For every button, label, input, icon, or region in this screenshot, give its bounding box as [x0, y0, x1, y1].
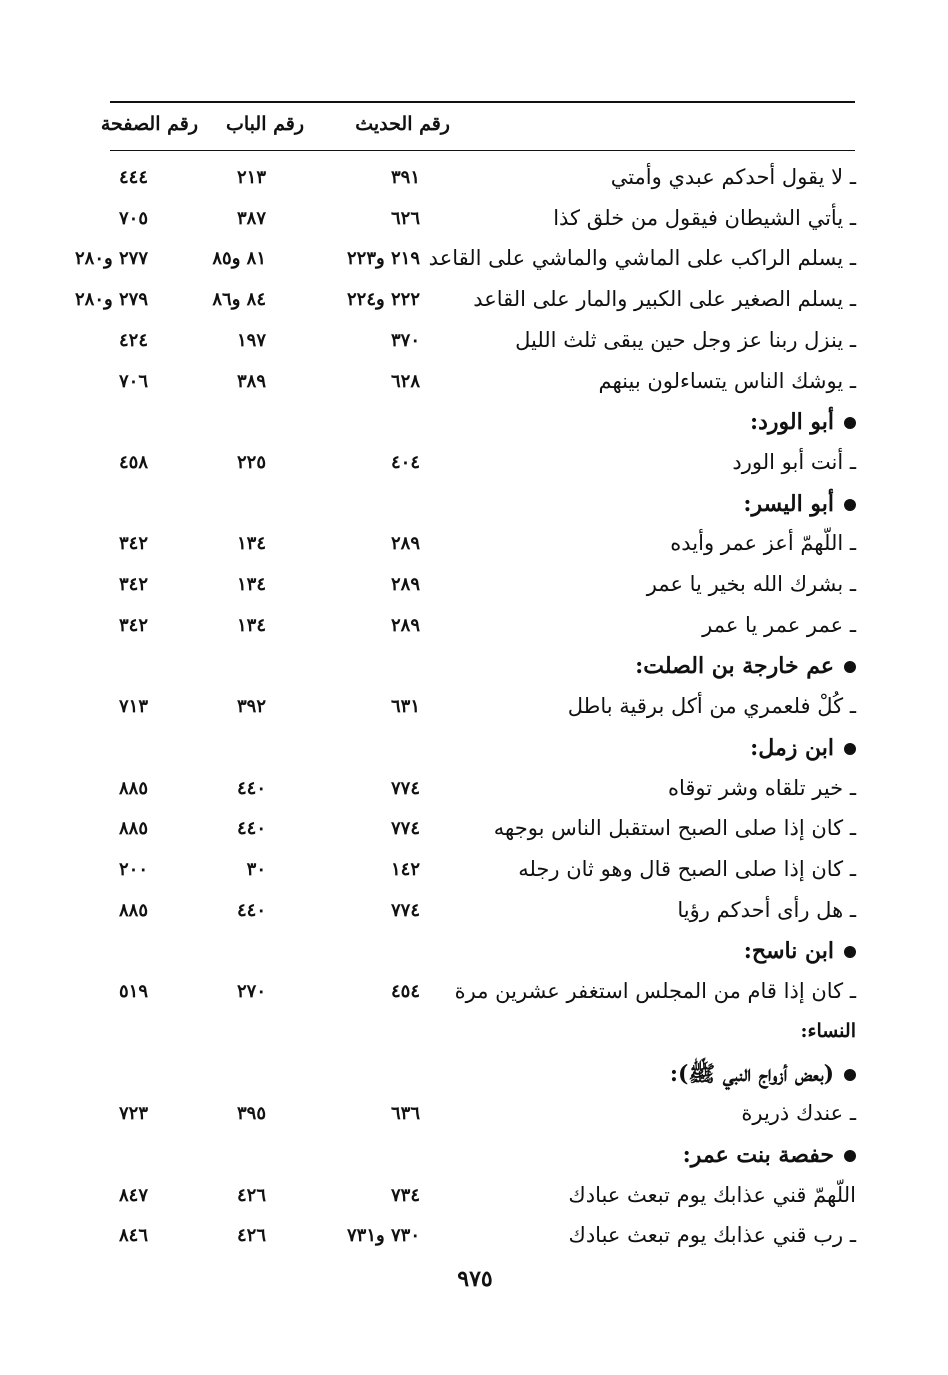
page-ref: ٧٢٣ — [118, 1103, 148, 1125]
entry-text: ابن زمل: — [436, 735, 856, 761]
page-ref: ٧١٣ — [118, 696, 148, 718]
index-row — [0, 572, 948, 612]
entry-text: ـ ينزل ربنا عز وجل حين يبقى ثلث الليل — [515, 327, 856, 352]
page-ref: ٢٠٠ — [118, 858, 148, 880]
hadith-number: ٦٢٨ — [390, 370, 420, 392]
index-row — [0, 165, 948, 205]
index-row — [0, 694, 948, 734]
page-number: ٩٧٥ — [457, 1266, 493, 1292]
index-row — [0, 857, 948, 897]
chapter-number: ١٣٤ — [236, 574, 266, 595]
hadith-number: ٣٩١ — [390, 167, 420, 188]
hadith-number: ٧٧٤ — [390, 899, 420, 921]
entry-text: ـ اللّهمّ أعز عمر وأيده — [670, 531, 856, 556]
narrator-heading — [0, 938, 948, 978]
bullet-icon — [844, 417, 856, 429]
index-row — [0, 450, 948, 490]
hadith-number: ٧٣٠ و٧٣١ — [347, 1225, 420, 1247]
chapter-number: ٢٧٠ — [236, 981, 266, 1002]
entry-text: اللّهمّ قني عذابك يوم تبعث عبادك — [568, 1182, 856, 1207]
hadith-number: ٢١٩ و٢٢٣ — [347, 248, 420, 270]
index-row — [0, 816, 948, 856]
page-ref: ٤٤٤ — [118, 167, 148, 188]
entry-text: ـ يسلم الصغير على الكبير والمار على القاعد — [473, 287, 856, 312]
entry-text: حفصة بنت عمر: — [436, 1142, 856, 1168]
narrator-heading — [0, 1060, 948, 1100]
header-page-number: رقم الصفحة — [100, 113, 198, 135]
entry-text: أبو اليسر: — [436, 491, 856, 517]
chapter-number: ٤٤٠ — [236, 777, 266, 799]
hadith-number: ٧٣٤ — [390, 1184, 420, 1206]
index-row — [0, 246, 948, 286]
chapter-number: ٣٨٧ — [236, 207, 266, 229]
hadith-number: ٢٨٩ — [390, 533, 420, 555]
entry-text: ابن ناسح: — [436, 938, 856, 964]
hadith-number: ٣٧٠ — [390, 329, 420, 351]
hadith-number: ٦٣١ — [390, 696, 420, 718]
index-row — [0, 613, 948, 653]
entry-text: عم خارجة بن الصلت: — [436, 653, 856, 679]
top-rule — [110, 101, 855, 103]
bullet-icon — [844, 946, 856, 958]
hadith-number: ٢٢٢ و٢٢٤ — [347, 289, 420, 311]
index-row — [0, 776, 948, 816]
page-ref: ٨٨٥ — [118, 818, 148, 840]
narrator-heading — [0, 409, 948, 449]
index-row — [0, 979, 948, 1019]
index-row — [0, 1101, 948, 1141]
chapter-number: ٢٢٥ — [236, 451, 266, 473]
section-heading — [0, 1020, 948, 1060]
index-row — [0, 287, 948, 327]
entry-text: ـ يأتي الشيطان فيقول من خلق كذا — [553, 205, 856, 230]
page-ref: ٧٠٥ — [118, 207, 148, 229]
bullet-icon — [844, 661, 856, 673]
chapter-number: ٨٤ و٨٦ — [212, 289, 266, 311]
bullet-icon — [844, 743, 856, 755]
index-row — [0, 206, 948, 246]
index-row — [0, 898, 948, 938]
page-ref: ٣٤٢ — [118, 614, 148, 636]
chapter-number: ٣٩٥ — [236, 1103, 266, 1125]
bullet-icon — [844, 1069, 856, 1081]
entry-text: ـ كان إذا صلى الصبح قال وهو ثان رجله — [518, 856, 856, 881]
page-ref: ٤٥٨ — [118, 451, 148, 473]
entry-text: ـ لا يقول أحدكم عبدي وأمتي — [610, 165, 856, 189]
entry-text: ـ عمر عمر يا عمر — [702, 612, 856, 637]
page-ref: ٤٢٤ — [118, 329, 148, 351]
chapter-number: ١٩٧ — [236, 329, 266, 351]
page-ref: ٨٤٧ — [118, 1184, 148, 1206]
page-ref: ٨٤٦ — [118, 1225, 148, 1247]
entry-text: ـ كان إذا صلى الصبح استقبل الناس بوجهه — [493, 816, 856, 841]
narrator-heading — [0, 653, 948, 693]
hadith-number: ٢٨٩ — [390, 574, 420, 595]
hadith-number: ٧٧٤ — [390, 818, 420, 840]
narrator-heading — [0, 491, 948, 531]
page-ref: ٢٧٩ و٢٨٠ — [75, 289, 148, 311]
entry-text: أبو الورد: — [436, 409, 856, 435]
index-row — [0, 369, 948, 409]
chapter-number: ٢١٣ — [236, 167, 266, 188]
header-hadith-number: رقم الحديث — [355, 113, 450, 135]
entry-text: ـ بشرك الله بخير يا عمر — [646, 572, 856, 596]
hadith-number: ٢٨٩ — [390, 614, 420, 636]
header-chapter-number: رقم الباب — [226, 113, 304, 135]
entry-text: ـ كُلْ فلعمري من أكل برقية باطل — [567, 694, 856, 719]
narrator-heading — [0, 1142, 948, 1182]
index-row — [0, 531, 948, 571]
hadith-number: ٧٧٤ — [390, 777, 420, 799]
chapter-number: ٤٤٠ — [236, 899, 266, 921]
entry-text: ـ كان إذا قام من المجلس استغفر عشرين مرة — [454, 979, 856, 1003]
entry-text: ـ يسلم الراكب على الماشي والماشي على القاعد — [428, 246, 856, 271]
chapter-number: ١٣٤ — [236, 614, 266, 636]
chapter-number: ٣٨٩ — [236, 370, 266, 392]
bullet-icon — [844, 1150, 856, 1162]
entry-text: ـ خير تلقاه وشر توقاه — [667, 775, 856, 800]
page-ref: ٣٤٢ — [118, 533, 148, 555]
entry-text: النساء: — [800, 1019, 856, 1042]
narrator-heading — [0, 735, 948, 775]
hadith-number: ٤٠٤ — [390, 451, 420, 473]
index-row — [0, 328, 948, 368]
page-ref: ٢٧٧ و٢٨٠ — [75, 248, 148, 270]
page-ref: ٧٠٦ — [118, 370, 148, 392]
page-ref: ٨٨٥ — [118, 777, 148, 799]
chapter-number: ١٣٤ — [236, 533, 266, 555]
chapter-number: ٤٤٠ — [236, 818, 266, 840]
chapter-number: ٣٠ — [246, 858, 266, 880]
page-ref: ٥١٩ — [118, 981, 148, 1002]
page-ref: ٨٨٥ — [118, 899, 148, 921]
entry-text: ـ عندك ذريرة — [741, 1101, 856, 1126]
entry-text: ـ رب قني عذابك يوم تبعث عبادك — [568, 1223, 856, 1248]
chapter-number: ٤٢٦ — [236, 1184, 266, 1206]
bullet-icon — [844, 499, 856, 511]
index-row — [0, 1223, 948, 1263]
entry-text: ـ هل رأى أحدكم رؤيا — [677, 897, 856, 922]
hadith-number: ٤٥٤ — [390, 981, 420, 1002]
hadith-number: ١٤٢ — [390, 858, 420, 880]
hadith-number: ٦٣٦ — [390, 1103, 420, 1125]
chapter-number: ٤٢٦ — [236, 1225, 266, 1247]
entry-text: ـ يوشك الناس يتساءلون بينهم — [598, 368, 856, 393]
chapter-number: ٣٩٢ — [236, 696, 266, 718]
header-rule — [110, 150, 855, 151]
entry-text: ـ أنت أبو الورد — [732, 449, 856, 474]
chapter-number: ٨١ و٨٥ — [212, 248, 266, 270]
page-ref: ٣٤٢ — [118, 574, 148, 595]
hadith-number: ٦٢٦ — [390, 207, 420, 229]
entry-text: (بعض أزواج النبي ﷺ): — [436, 1060, 856, 1092]
index-row — [0, 1183, 948, 1223]
